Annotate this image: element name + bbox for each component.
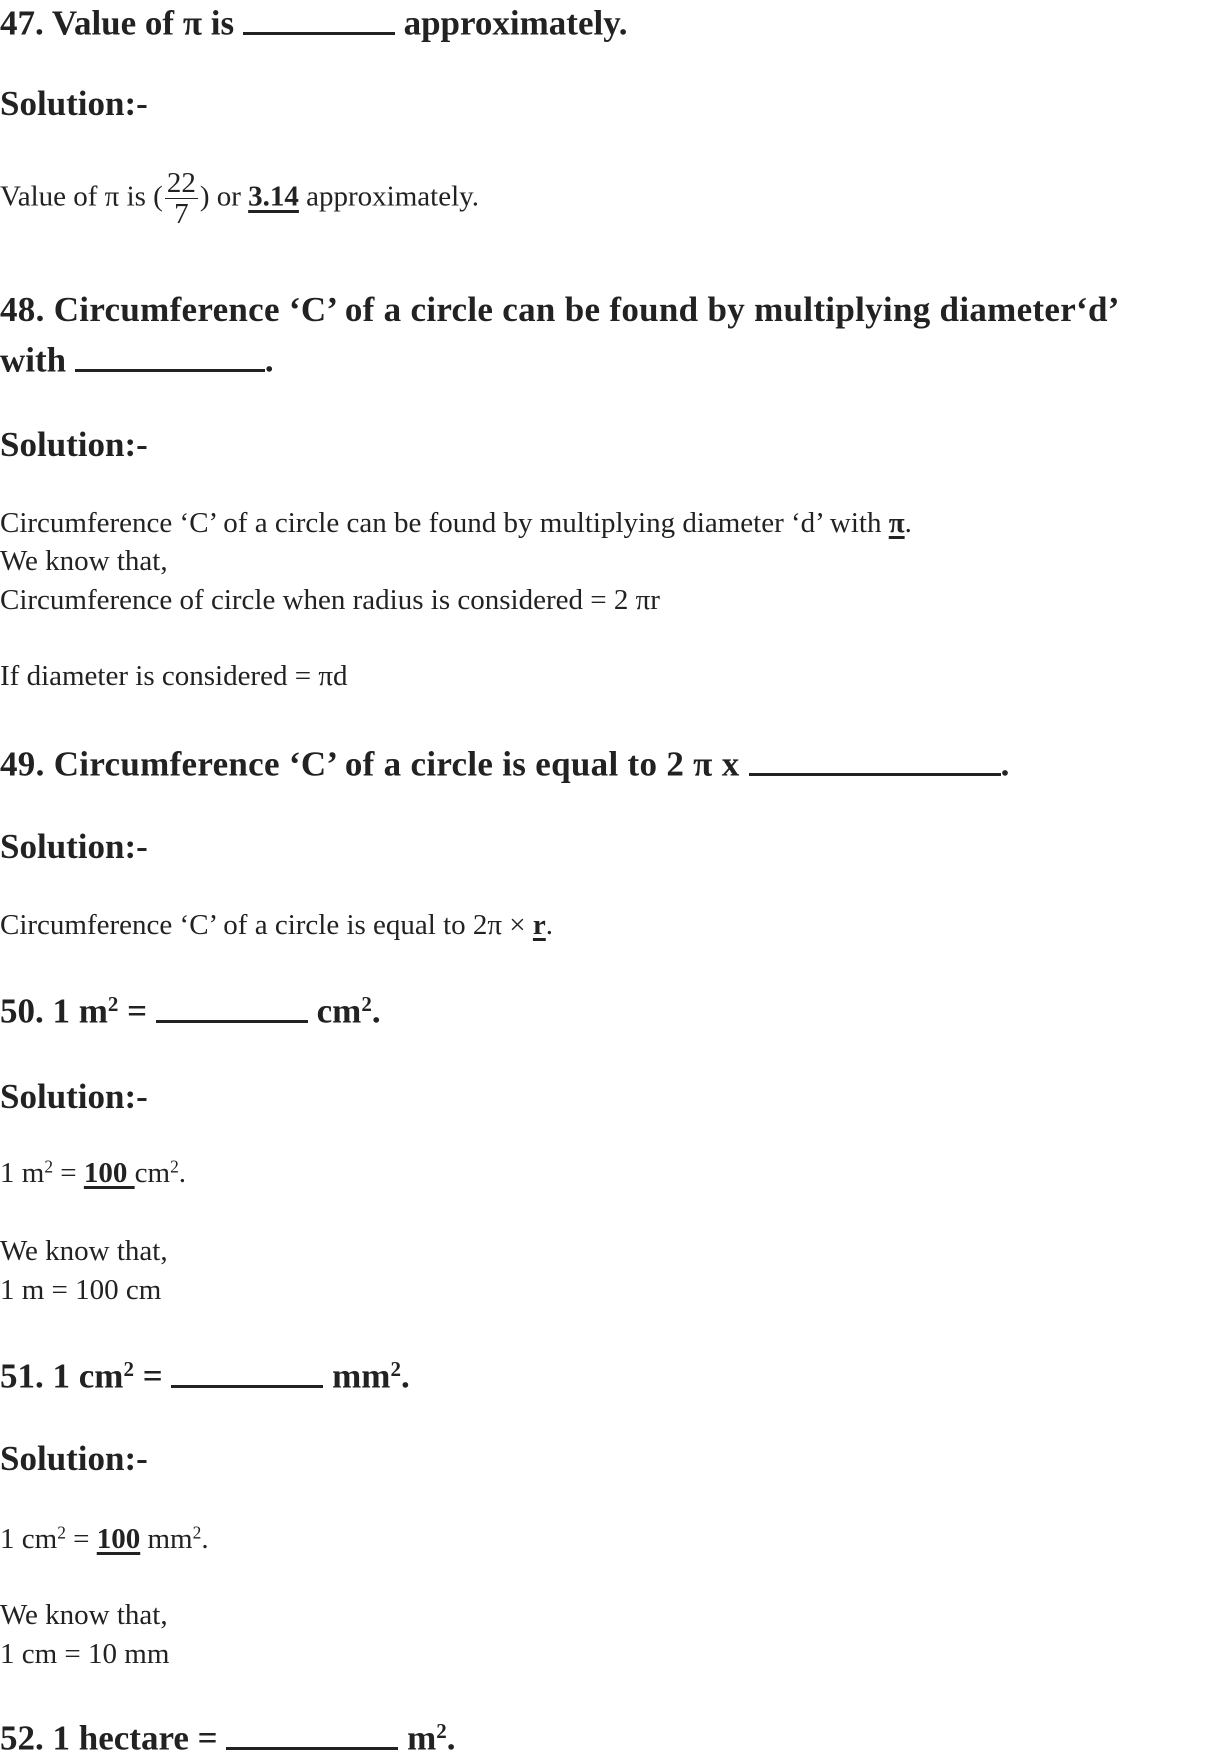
solution-line: 1 m = 100 cm: [0, 1274, 162, 1306]
question-48-line2: with .: [0, 337, 274, 378]
question-text: Value of π is: [51, 3, 235, 43]
solution-label: Solution:-: [0, 1439, 148, 1478]
answer-blank: [749, 741, 1001, 776]
solution-label: Solution:-: [0, 425, 148, 464]
answer-value: 100: [83, 1157, 135, 1189]
question-47: [0, 0, 628, 41]
solution-line: Circumference of circle when radius is considered = 2 πr: [0, 584, 660, 616]
solution-label: Solution:-: [0, 84, 148, 123]
answer-value: 100: [96, 1523, 141, 1555]
question-text: Circumference ‘C’ of a circle can be found by multiplying diameter‘d’: [53, 290, 1120, 329]
answer-value: 3.14: [248, 180, 299, 213]
answer-blank: [243, 0, 395, 35]
question-text: Circumference ‘C’ of a circle is equal to 2 π x: [53, 744, 740, 784]
question-text: approximately.: [403, 3, 628, 43]
solution-line: If diameter is considered = πd: [0, 660, 348, 692]
question-50: 50. 1 $m^2 = cm^2$.: [0, 988, 381, 1029]
solution-label: Solution:-: [0, 827, 148, 866]
question-52: 52. 1 hectare = $m^2$.: [0, 1715, 455, 1756]
answer-blank: [156, 988, 308, 1023]
solution-label: Solution:-: [0, 1077, 148, 1116]
question-number: 47.: [0, 3, 44, 43]
solution-line: We know that,: [0, 1235, 168, 1267]
question-number: 48.: [0, 290, 45, 329]
solution-answer-51: 1 $cm^2 = 100$ $mm^2$.: [0, 1522, 209, 1555]
solution-line: 1 cm = 10 mm: [0, 1638, 170, 1670]
solution-line: We know that,: [0, 1599, 168, 1631]
question-49: 49. Circumference ‘C’ of a circle is equal to 2 π x .: [0, 741, 1010, 782]
question-48: [0, 292, 1120, 327]
question-number: 50.: [0, 991, 44, 1031]
question-number: 52.: [0, 1718, 44, 1758]
solution-answer-50: 1 $m^2 = 100$ $cm^2$.: [0, 1156, 187, 1189]
answer-blank: [171, 1353, 323, 1388]
question-51: 51. 1 $cm^2 = mm^2$.: [0, 1353, 410, 1394]
question-number: 49.: [0, 744, 45, 784]
answer-value: r: [532, 909, 546, 941]
answer-blank: [75, 337, 265, 372]
solution-line: We know that,: [0, 545, 168, 577]
answer-blank: [226, 1715, 398, 1750]
fraction-22-over-7: $\frac{22}{7}$: [166, 167, 196, 231]
question-number: 51.: [0, 1356, 44, 1396]
solution-answer-47: Value of π is ( $\frac{22}{7}$ ) or 3.14 approximately.: [0, 167, 480, 231]
answer-value: π: [888, 507, 905, 539]
solution-answer-49: Circumference ‘C’ of a circle is equal to 2π × r.: [0, 909, 554, 941]
solution-answer-48: Circumference ‘C’ of a circle can be found by multiplying diameter ‘d’ with π.: [0, 507, 912, 539]
